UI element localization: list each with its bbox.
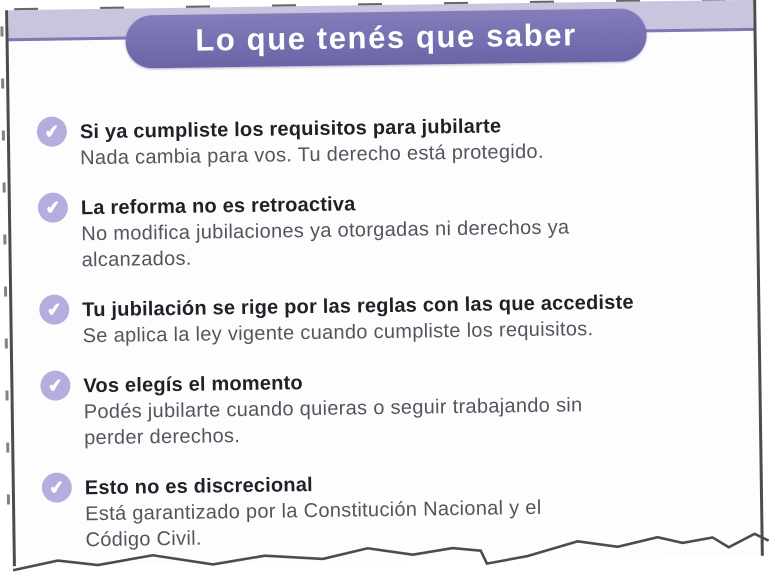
check-icon: ✔ [39,369,72,402]
check-icon: ✔ [38,293,71,326]
item-description: Se aplica la ley vigente cuando cumpliste los requisitos. [82,318,594,348]
item-title: Tu jubilación se rige por las reglas con las que accediste [82,291,634,322]
item-title: Si ya cumpliste los requisitos para jubilarte [79,115,502,144]
torn-edge-left [0,26,10,536]
check-icon: ✔ [36,191,69,224]
list-item [38,186,751,274]
item-title: Esto no es discrecional [84,474,313,500]
info-list [37,110,755,578]
item-title: La reforma no es retroactiva [80,193,356,220]
check-icon: ✔ [35,115,68,148]
item-description: Nada cambia para vos. Tu derecho está protegido. [80,140,544,170]
list-item [39,288,752,350]
paper-sheet [5,0,764,566]
list-item [37,110,750,172]
item-description: No modifica jubilaciones ya otorgadas ni derechos ya alcanzados. [81,216,570,272]
title-pill [125,8,647,68]
item-description: Podés jubilarte cuando quieras o seguir trabajando sin perder derechos. [83,394,583,450]
page-title: Lo que tenés que saber [195,16,578,58]
check-icon: ✔ [40,471,73,504]
item-description: Está garantizado por la Constitución Nacional y el Código Civil. [85,496,542,552]
list-item [40,364,753,452]
item-title: Vos elegís el momento [83,372,303,398]
